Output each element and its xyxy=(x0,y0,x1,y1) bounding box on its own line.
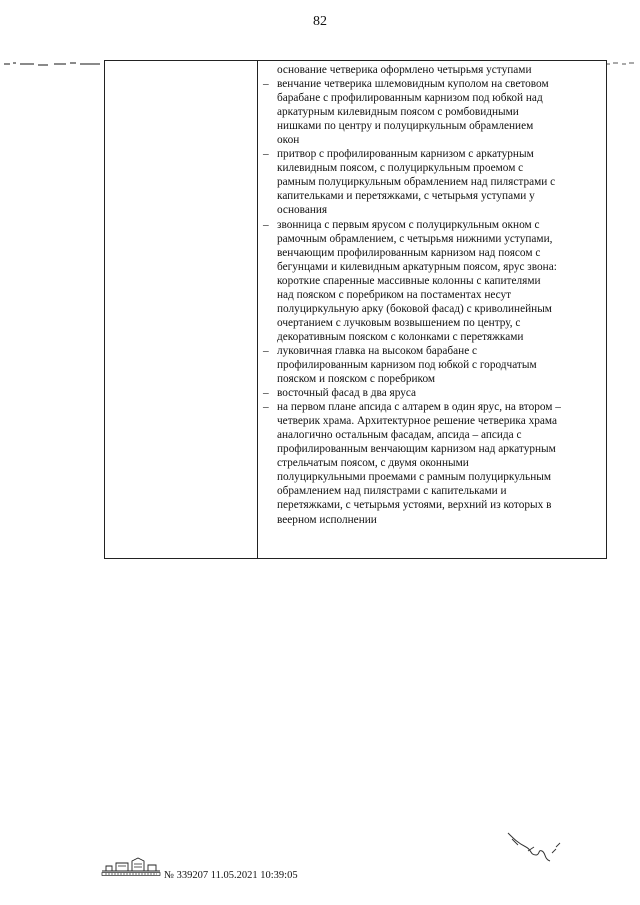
description-text: венчающим профилированным карнизом над поясом с xyxy=(277,246,541,259)
description-table xyxy=(104,60,607,559)
description-text: очертанием с лучковым возвышением по центру, с xyxy=(277,316,521,329)
list-dash: – xyxy=(263,387,269,400)
description-line xyxy=(263,77,603,91)
description-line xyxy=(263,260,603,274)
stamp-logo xyxy=(98,857,164,877)
description-line xyxy=(263,133,603,147)
description-text: нишками по центру и полуциркульным обрамлением xyxy=(277,120,534,133)
description-line xyxy=(263,470,603,484)
description-line xyxy=(263,218,603,232)
list-dash: – xyxy=(263,344,269,357)
description-text: четверик храма. Архитектурное решение четверика храма xyxy=(277,415,557,428)
description-text: восточный фасад в два яруса xyxy=(277,387,417,400)
description-text: луковичная главка на высоком барабане с xyxy=(277,344,478,357)
description-text: перетяжками, с четырьмя устоями, верхний из которых в xyxy=(277,499,552,512)
description-line xyxy=(263,513,603,527)
description-text: килевидным поясом, с полуциркульным проемом с xyxy=(277,162,524,175)
description-cell xyxy=(263,63,603,527)
description-line xyxy=(263,63,603,77)
description-line xyxy=(263,147,603,161)
description-line xyxy=(263,414,603,428)
document-registration-mark: № 339207 11.05.2021 10:39:05 xyxy=(164,870,298,881)
description-line xyxy=(263,288,603,302)
scan-edge-marks xyxy=(4,60,100,68)
description-line xyxy=(263,330,603,344)
description-text: основание четверика оформлено четырьмя уступами xyxy=(277,64,532,76)
scan-edge-marks-right xyxy=(604,58,636,68)
column-divider xyxy=(257,61,258,558)
description-line xyxy=(263,498,603,512)
description-line xyxy=(263,302,603,316)
description-line xyxy=(263,105,603,119)
description-line xyxy=(263,175,603,189)
page-number: 82 xyxy=(313,14,327,29)
description-text: декоративным пояском с колонками с перетяжками xyxy=(277,330,524,343)
list-dash: – xyxy=(263,148,269,161)
description-line xyxy=(263,189,603,203)
description-text: бегунцами и килевидным аркатурным поясом, ярус звона: xyxy=(277,260,557,273)
description-line xyxy=(263,161,603,175)
description-text: веерном исполнении xyxy=(277,513,377,526)
description-line xyxy=(263,484,603,498)
description-text: на первом плане апсида с алтарем в один ярус, на втором – xyxy=(277,401,561,414)
description-line xyxy=(263,274,603,288)
description-text: венчание четверика шлемовидным куполом на световом xyxy=(277,78,549,91)
description-line xyxy=(263,203,603,217)
list-dash: – xyxy=(263,78,269,91)
description-line xyxy=(263,316,603,330)
list-dash: – xyxy=(263,218,269,231)
description-text: над пояском с поребриком на постаментах несут xyxy=(277,288,512,301)
description-text: притвор с профилированным карнизом с аркатурным xyxy=(277,148,534,161)
description-text: полуциркульными проемами с рамным полуциркульным xyxy=(277,471,551,484)
description-line xyxy=(263,246,603,260)
description-line xyxy=(263,400,603,414)
description-line xyxy=(263,428,603,442)
description-text: капительками и перетяжками, с четырьмя уступами у xyxy=(277,190,535,203)
description-text: барабане с профилированным карнизом под юбкой над xyxy=(277,92,543,105)
description-text: профилированным карнизом под юбкой с городчатым xyxy=(277,358,537,371)
description-line xyxy=(263,119,603,133)
description-text: рамным полуциркульным обрамлением над пилястрами с xyxy=(277,176,556,189)
description-line xyxy=(263,456,603,470)
description-text: стрельчатым поясом, с двумя оконными xyxy=(277,457,469,470)
signature-mark xyxy=(500,825,570,870)
description-text: аркатурным килевидным поясом с ромбовидными xyxy=(277,106,519,119)
description-text: аналогично остальным фасадам, апсида – апсида с xyxy=(277,429,522,442)
description-text: звонница с первым ярусом с полуциркульным окном с xyxy=(277,218,540,231)
description-line xyxy=(263,91,603,105)
description-text: короткие спаренные массивные колонны с капителями xyxy=(277,274,541,287)
description-line xyxy=(263,442,603,456)
description-line xyxy=(263,344,603,358)
list-dash: – xyxy=(263,401,269,414)
description-text: окон xyxy=(277,134,300,147)
description-line xyxy=(263,372,603,386)
description-line xyxy=(263,232,603,246)
description-text: пояском и пояском с поребриком xyxy=(277,373,436,386)
description-line xyxy=(263,358,603,372)
description-text: полуциркульную арку (боковой фасад) с криволинейным xyxy=(277,302,552,315)
description-text: основания xyxy=(277,204,328,217)
description-line xyxy=(263,386,603,400)
description-text: профилированным венчающим карнизом над аркатурным xyxy=(277,443,556,456)
description-text: обрамлением над пилястрами с капительками и xyxy=(277,485,507,498)
description-text: рамочным обрамлением, с четырьмя нижними уступами, xyxy=(277,232,553,245)
